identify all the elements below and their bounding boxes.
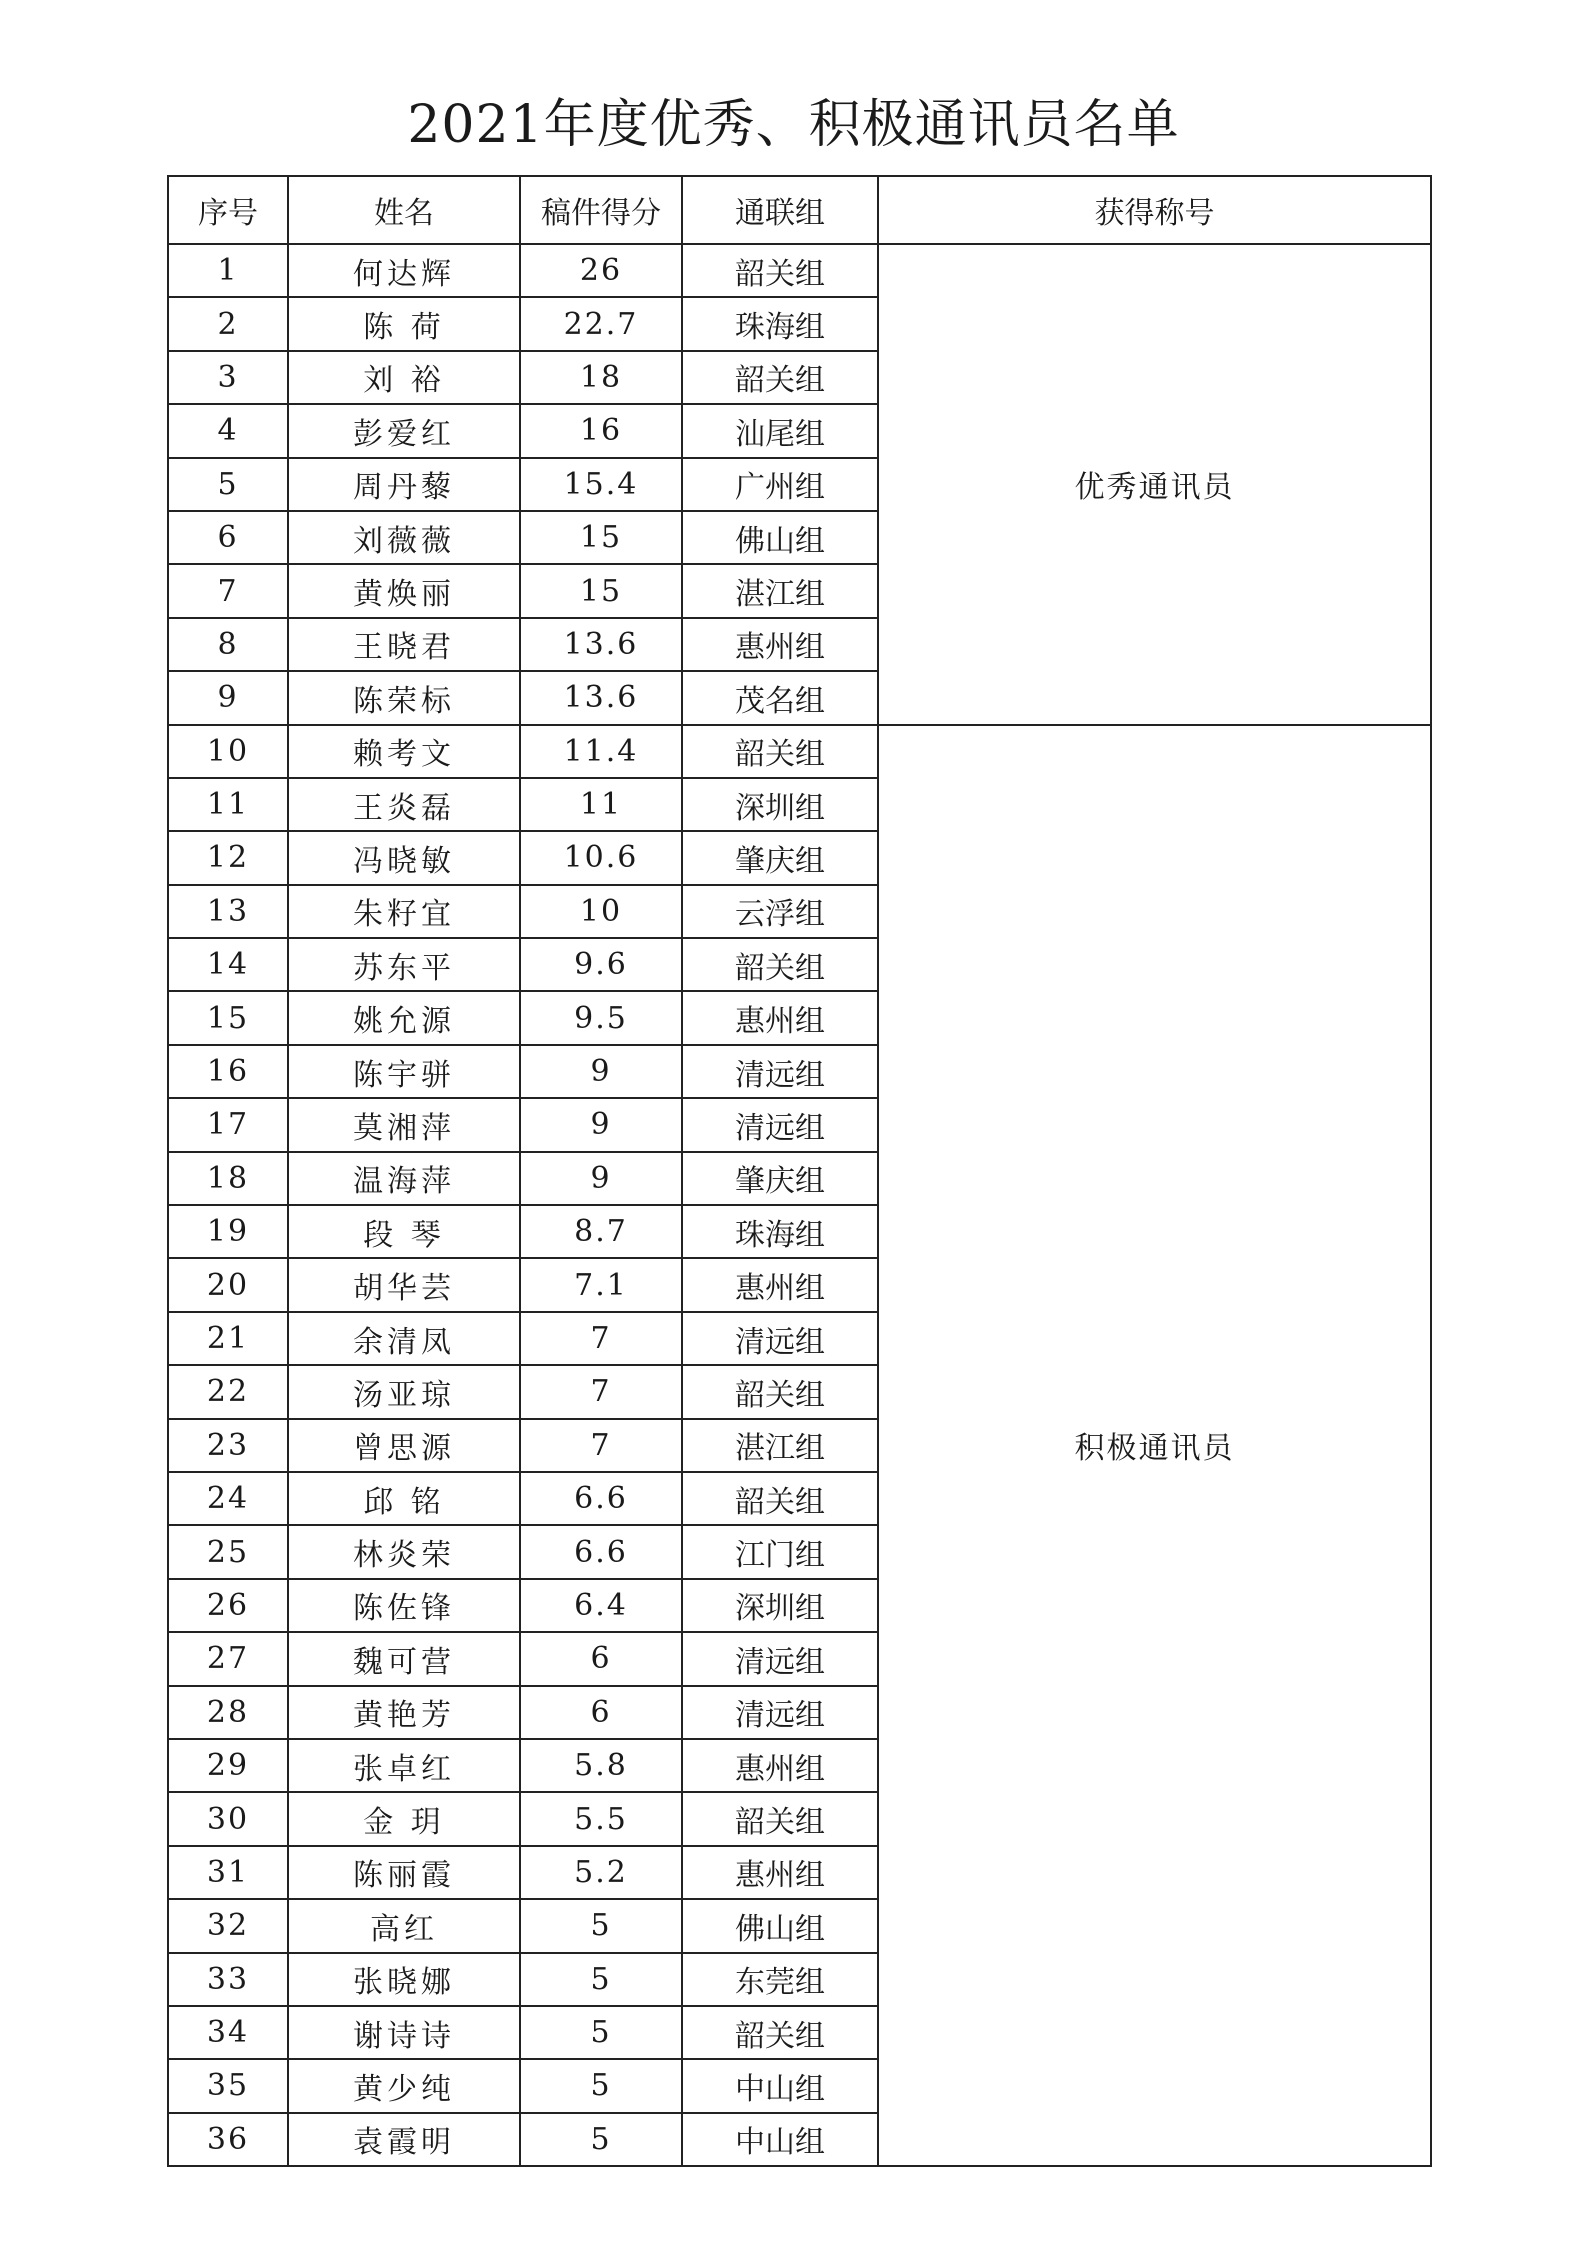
row-number: 29 <box>168 1739 288 1792</box>
row-score: 10.6 <box>520 831 682 884</box>
row-name: 陈宇骈 <box>288 1045 520 1098</box>
row-group: 江门组 <box>682 1525 878 1578</box>
row-group: 东莞组 <box>682 1953 878 2006</box>
row-name: 金 玥 <box>288 1792 520 1845</box>
row-score: 5 <box>520 2113 682 2166</box>
row-group: 韶关组 <box>682 1472 878 1525</box>
table-header-row <box>168 176 1431 244</box>
row-name: 魏可营 <box>288 1632 520 1685</box>
row-score: 9.6 <box>520 938 682 991</box>
row-number: 12 <box>168 831 288 884</box>
row-number: 9 <box>168 671 288 724</box>
row-number: 33 <box>168 1953 288 2006</box>
row-score: 13.6 <box>520 618 682 671</box>
row-name: 莫湘萍 <box>288 1098 520 1151</box>
row-name: 袁霞明 <box>288 2113 520 2166</box>
row-group: 湛江组 <box>682 564 878 617</box>
row-group: 清远组 <box>682 1045 878 1098</box>
row-name: 王晓君 <box>288 618 520 671</box>
header-no: 序号 <box>168 176 288 244</box>
row-score: 5.8 <box>520 1739 682 1792</box>
row-name: 邱 铭 <box>288 1472 520 1525</box>
row-number: 6 <box>168 511 288 564</box>
row-score: 18 <box>520 351 682 404</box>
row-name: 余清凤 <box>288 1312 520 1365</box>
row-score: 6.4 <box>520 1579 682 1632</box>
row-group: 珠海组 <box>682 1205 878 1258</box>
row-score: 6 <box>520 1686 682 1739</box>
row-number: 8 <box>168 618 288 671</box>
award-title-cell: 优秀通讯员 <box>878 244 1431 725</box>
row-score: 11 <box>520 778 682 831</box>
row-name: 冯晓敏 <box>288 831 520 884</box>
row-number: 28 <box>168 1686 288 1739</box>
row-score: 5 <box>520 1899 682 1952</box>
row-score: 8.7 <box>520 1205 682 1258</box>
row-name: 胡华芸 <box>288 1258 520 1311</box>
row-score: 5.2 <box>520 1846 682 1899</box>
row-number: 11 <box>168 778 288 831</box>
row-name: 陈 荷 <box>288 297 520 350</box>
row-number: 30 <box>168 1792 288 1845</box>
row-name: 朱籽宜 <box>288 885 520 938</box>
row-score: 7 <box>520 1312 682 1365</box>
row-name: 段 琴 <box>288 1205 520 1258</box>
row-score: 10 <box>520 885 682 938</box>
row-number: 34 <box>168 2006 288 2059</box>
row-group: 中山组 <box>682 2113 878 2166</box>
row-name: 黄艳芳 <box>288 1686 520 1739</box>
row-group: 湛江组 <box>682 1419 878 1472</box>
row-score: 11.4 <box>520 725 682 778</box>
row-score: 5 <box>520 2006 682 2059</box>
row-number: 15 <box>168 991 288 1044</box>
row-number: 7 <box>168 564 288 617</box>
row-score: 6.6 <box>520 1472 682 1525</box>
row-name: 陈丽霞 <box>288 1846 520 1899</box>
row-group: 韶关组 <box>682 938 878 991</box>
row-name: 温海萍 <box>288 1152 520 1205</box>
row-number: 25 <box>168 1525 288 1578</box>
row-score: 5 <box>520 2059 682 2112</box>
row-group: 惠州组 <box>682 1739 878 1792</box>
row-number: 21 <box>168 1312 288 1365</box>
row-name: 陈佐锋 <box>288 1579 520 1632</box>
row-score: 6.6 <box>520 1525 682 1578</box>
row-group: 清远组 <box>682 1632 878 1685</box>
roster-table <box>167 175 1432 2167</box>
row-score: 9.5 <box>520 991 682 1044</box>
row-number: 32 <box>168 1899 288 1952</box>
page-title: 2021年度优秀、积极通讯员名单 <box>407 95 1180 155</box>
row-name: 谢诗诗 <box>288 2006 520 2059</box>
row-number: 20 <box>168 1258 288 1311</box>
row-name: 周丹藜 <box>288 458 520 511</box>
row-name: 高红 <box>288 1899 520 1952</box>
row-score: 16 <box>520 404 682 457</box>
header-name: 姓名 <box>288 176 520 244</box>
table-body <box>168 244 1431 2166</box>
row-group: 佛山组 <box>682 511 878 564</box>
row-group: 惠州组 <box>682 1846 878 1899</box>
row-score: 9 <box>520 1098 682 1151</box>
row-group: 肇庆组 <box>682 831 878 884</box>
table-row <box>168 725 1431 778</box>
row-number: 10 <box>168 725 288 778</box>
row-name: 黄少纯 <box>288 2059 520 2112</box>
row-number: 3 <box>168 351 288 404</box>
row-number: 27 <box>168 1632 288 1685</box>
row-score: 13.6 <box>520 671 682 724</box>
row-score: 15 <box>520 511 682 564</box>
row-group: 惠州组 <box>682 618 878 671</box>
row-group: 深圳组 <box>682 1579 878 1632</box>
row-group: 汕尾组 <box>682 404 878 457</box>
row-number: 2 <box>168 297 288 350</box>
row-group: 深圳组 <box>682 778 878 831</box>
row-score: 22.7 <box>520 297 682 350</box>
row-group: 云浮组 <box>682 885 878 938</box>
row-score: 9 <box>520 1045 682 1098</box>
row-name: 刘薇薇 <box>288 511 520 564</box>
row-name: 林炎荣 <box>288 1525 520 1578</box>
row-group: 韶关组 <box>682 244 878 297</box>
row-group: 中山组 <box>682 2059 878 2112</box>
row-score: 9 <box>520 1152 682 1205</box>
row-number: 16 <box>168 1045 288 1098</box>
row-name: 黄焕丽 <box>288 564 520 617</box>
row-score: 15.4 <box>520 458 682 511</box>
row-number: 13 <box>168 885 288 938</box>
header-award: 获得称号 <box>878 176 1431 244</box>
header-score: 稿件得分 <box>520 176 682 244</box>
table-row <box>168 244 1431 297</box>
row-score: 7 <box>520 1365 682 1418</box>
row-group: 韶关组 <box>682 2006 878 2059</box>
row-score: 5 <box>520 1953 682 2006</box>
row-group: 清远组 <box>682 1686 878 1739</box>
award-title-cell: 积极通讯员 <box>878 725 1431 2167</box>
row-score: 15 <box>520 564 682 617</box>
row-number: 23 <box>168 1419 288 1472</box>
row-number: 18 <box>168 1152 288 1205</box>
row-name: 彭爱红 <box>288 404 520 457</box>
row-group: 肇庆组 <box>682 1152 878 1205</box>
row-number: 4 <box>168 404 288 457</box>
row-number: 22 <box>168 1365 288 1418</box>
row-name: 苏东平 <box>288 938 520 991</box>
row-group: 韶关组 <box>682 725 878 778</box>
row-group: 惠州组 <box>682 1258 878 1311</box>
row-group: 佛山组 <box>682 1899 878 1952</box>
row-name: 张卓红 <box>288 1739 520 1792</box>
row-score: 7.1 <box>520 1258 682 1311</box>
row-name: 汤亚琼 <box>288 1365 520 1418</box>
row-group: 茂名组 <box>682 671 878 724</box>
row-name: 何达辉 <box>288 244 520 297</box>
row-name: 刘 裕 <box>288 351 520 404</box>
header-group: 通联组 <box>682 176 878 244</box>
row-number: 24 <box>168 1472 288 1525</box>
row-number: 35 <box>168 2059 288 2112</box>
row-name: 姚允源 <box>288 991 520 1044</box>
row-number: 26 <box>168 1579 288 1632</box>
row-number: 17 <box>168 1098 288 1151</box>
row-name: 王炎磊 <box>288 778 520 831</box>
row-name: 曾思源 <box>288 1419 520 1472</box>
row-number: 5 <box>168 458 288 511</box>
row-group: 广州组 <box>682 458 878 511</box>
row-number: 36 <box>168 2113 288 2166</box>
row-group: 清远组 <box>682 1098 878 1151</box>
row-score: 7 <box>520 1419 682 1472</box>
row-group: 韶关组 <box>682 1365 878 1418</box>
row-group: 清远组 <box>682 1312 878 1365</box>
row-number: 31 <box>168 1846 288 1899</box>
row-name: 赖考文 <box>288 725 520 778</box>
row-group: 韶关组 <box>682 1792 878 1845</box>
row-group: 惠州组 <box>682 991 878 1044</box>
row-number: 14 <box>168 938 288 991</box>
row-score: 6 <box>520 1632 682 1685</box>
row-score: 5.5 <box>520 1792 682 1845</box>
row-name: 张晓娜 <box>288 1953 520 2006</box>
row-name: 陈荣标 <box>288 671 520 724</box>
row-group: 韶关组 <box>682 351 878 404</box>
row-group: 珠海组 <box>682 297 878 350</box>
row-score: 26 <box>520 244 682 297</box>
row-number: 19 <box>168 1205 288 1258</box>
row-number: 1 <box>168 244 288 297</box>
